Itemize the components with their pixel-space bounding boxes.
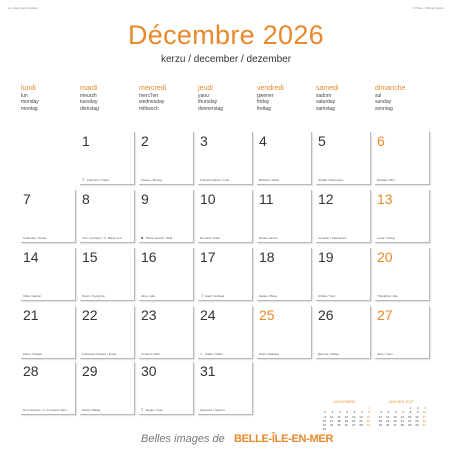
weekday-header-wednesday: [139, 85, 195, 112]
moon-phase-icon: ●: [141, 235, 144, 240]
day-number: 8: [82, 191, 90, 207]
saint-name: Roger / Tual: [146, 408, 163, 412]
day-cell: [375, 306, 430, 359]
day-cell: [316, 132, 371, 185]
mini-calendar-day: 28: [359, 423, 363, 428]
moon-phase-icon: ☾: [141, 407, 145, 412]
saint-name: Imm. Concept. / C. Marie en b.: [82, 236, 123, 240]
day-number: 4: [259, 133, 267, 149]
mini-calendar-day: 25: [337, 423, 341, 428]
day-number: 22: [82, 307, 98, 323]
saint-name: Ambroise / Juvien: [23, 236, 47, 240]
day-cell: [139, 190, 194, 243]
weekday-label-fr: samedi: [316, 85, 339, 92]
day-number: 20: [377, 249, 393, 265]
day-cell: [80, 190, 135, 243]
day-cell: [375, 248, 430, 301]
day-number: 7: [23, 191, 31, 207]
day-cell: [139, 306, 194, 359]
month-subtitle: kerzu / december / dezember: [160, 54, 292, 65]
saint-name: Barbara / Melle: [259, 178, 280, 182]
weekday-label-fr: mercredi: [139, 85, 167, 92]
top-left-credit: Le phare des Poulains: [8, 6, 38, 10]
day-number: 13: [377, 191, 393, 207]
saint-name: Pierre / Ezaelt: [23, 352, 42, 356]
day-number: 30: [141, 363, 157, 379]
mini-calendar-day: 24: [329, 423, 334, 428]
day-cell: [80, 362, 135, 415]
day-number: 24: [200, 307, 216, 323]
weekday-label-br: sadorn: [316, 93, 332, 99]
day-cell: [80, 132, 135, 185]
weekday-header-friday: [257, 85, 313, 112]
day-cell: [198, 362, 253, 415]
day-cell: [198, 132, 253, 185]
weekday-label-de: montag: [21, 105, 38, 112]
day-cell: [198, 248, 253, 301]
mini-calendar-day: 23: [415, 418, 419, 423]
weekday-label-en: monday: [21, 99, 39, 106]
mini-calendar-day: 2: [324, 410, 326, 415]
day-cell: [257, 306, 312, 359]
day-cell: [21, 190, 76, 243]
day-number: 25: [259, 307, 275, 323]
mini-calendar-day: 7: [360, 410, 363, 415]
weekday-label-br: meurzh: [80, 93, 97, 99]
moon-phase-icon: ☽: [200, 293, 204, 298]
saint-name: Adèle / Adela: [205, 352, 223, 356]
month-title: Décembre 2026: [127, 20, 324, 50]
saint-name: François-Xavier / Ivon: [200, 178, 230, 182]
day-number: 29: [82, 363, 98, 379]
day-number: 18: [259, 249, 275, 265]
saint-name: Florence / Tudal: [87, 178, 109, 182]
mini-calendar-day: 27: [393, 423, 397, 428]
weekday-label-br: merc'her: [139, 93, 159, 99]
mini-calendar-day: 6: [394, 410, 397, 415]
saint-name: David / Madig: [82, 408, 101, 412]
day-cell: [257, 132, 312, 185]
weekday-label-en: saturday: [316, 99, 336, 106]
mini-calendar-day: 5: [346, 410, 348, 415]
saint-name: Gérald / Marventec: [318, 178, 344, 182]
day-number: 11: [259, 191, 274, 207]
mini-calendar-day: 16: [322, 418, 326, 423]
mini-calendar-day: 4: [380, 410, 382, 415]
weekday-label-de: donnerstag: [198, 105, 224, 112]
day-number: 27: [377, 307, 393, 323]
mini-calendar-day: 7: [402, 410, 404, 415]
footer-brand-logo: BELLE-ÎLE-EN-MER: [234, 433, 334, 445]
mini-calendar-day: 17: [329, 418, 334, 423]
weekday-label-en: friday: [257, 99, 270, 106]
day-number: 26: [318, 307, 334, 323]
weekday-header-tuesday: [80, 85, 136, 112]
mini-calendar-day: 9: [324, 414, 326, 419]
mini-calendar-day: [327, 427, 333, 431]
mini-calendar-day: 23: [322, 423, 326, 428]
weekday-header-monday: [21, 85, 77, 112]
day-number: 15: [82, 249, 98, 265]
saint-name: Daniel / Envel: [259, 236, 278, 240]
weekday-label-br: yaou: [198, 93, 209, 99]
mini-calendar-grid: [320, 406, 370, 432]
weekday-label-fr: vendredi: [257, 85, 284, 92]
mini-calendar-day: 29: [407, 423, 412, 428]
mini-calendar-day: 19: [385, 418, 390, 423]
day-number: 28: [23, 363, 39, 379]
mini-calendar-day: [357, 427, 363, 431]
mini-calendar-day: 18: [378, 418, 382, 423]
mini-calendar-day: 15: [407, 414, 412, 419]
day-cell: [139, 132, 194, 185]
saint-name: Nicolas / Riol: [377, 178, 395, 182]
day-number: 21: [23, 307, 39, 323]
saint-name: Noël / Nedeleg: [259, 352, 279, 356]
saint-name: Alice / Alia: [141, 294, 155, 298]
mini-calendar-day: 20: [351, 418, 356, 423]
mini-calendar-day: 30: [415, 423, 419, 428]
weekday-label-de: mittwoch: [139, 105, 159, 112]
mini-calendar-day: 16: [415, 414, 419, 419]
mini-calendar-day: 8: [409, 410, 412, 415]
day-number: 1: [82, 133, 90, 149]
mini-calendar-day: [349, 427, 355, 431]
saint-name: Gaël / Jenkael: [205, 294, 225, 298]
day-cell: [21, 362, 76, 415]
top-right-credit: © Photo : Michel Guérin: [412, 6, 444, 10]
mini-calendar-day: 31: [422, 423, 426, 428]
weekday-label-en: thursday: [198, 99, 218, 106]
saint-name: Viviane / Eozeg: [141, 178, 162, 182]
mini-calendar-day: 11: [337, 414, 341, 419]
day-cell: [257, 248, 312, 301]
mini-calendar-day: 6: [353, 410, 356, 415]
saint-name: Françoise-Xavière / Envel: [82, 352, 117, 356]
mini-calendar-day: 22: [366, 418, 370, 423]
weekday-label-fr: dimanche: [375, 85, 406, 92]
mini-calendar-week: [320, 427, 370, 431]
mini-calendar-week: [376, 423, 426, 427]
day-cell: [21, 306, 76, 359]
weekday-label-en: sunday: [375, 99, 392, 106]
mini-calendar-day: 3: [331, 410, 334, 415]
saint-name: Pierre Fourier / Bud: [146, 236, 173, 240]
saint-name: Ninon / Kuzig Ilia: [82, 294, 105, 298]
weekday-label-de: dienstag: [80, 105, 99, 112]
mini-calendar-title: JANVIER 2027: [388, 400, 414, 404]
mini-calendar-day: [342, 427, 348, 431]
day-cell: [375, 190, 430, 243]
saint-name: Étienne / Stefan: [318, 352, 340, 356]
mini-calendar-day: 14: [400, 414, 404, 419]
weekday-label-de: sonntag: [375, 105, 393, 112]
day-number: 31: [200, 363, 216, 379]
saint-name: Corentin / Kaouenten: [318, 236, 347, 240]
mini-calendar-day: 25: [378, 423, 382, 428]
mini-calendar-day: 5: [387, 410, 390, 415]
mini-calendar-day: 13: [351, 414, 356, 419]
saint-name: Gatien / Brag: [259, 294, 277, 298]
day-number: 12: [318, 191, 334, 207]
mini-calendar-day: 30: [322, 427, 326, 432]
weekday-header-saturday: [316, 85, 372, 112]
day-cell: [21, 248, 76, 301]
mini-calendar-day: 24: [422, 418, 426, 423]
mini-calendar-day: 10: [422, 410, 426, 415]
saint-name: Lucie / Juztig: [377, 236, 395, 240]
saint-name: Armand / Ehm: [141, 352, 161, 356]
weekday-label-de: freitag: [257, 105, 271, 112]
day-cell: [80, 248, 135, 301]
day-cell: [198, 190, 253, 243]
mini-calendar-title: NOVEMBRE: [334, 400, 356, 404]
mini-calendar-day: 22: [407, 418, 412, 423]
weekday-label-br: sul: [375, 93, 382, 99]
mini-calendar: [376, 400, 426, 427]
day-number: 19: [318, 249, 334, 265]
day-number: 3: [200, 133, 208, 149]
mini-calendar-day: 18: [337, 418, 341, 423]
saint-name: Urbain / Youl: [318, 294, 336, 298]
weekday-label-de: samstag: [316, 105, 335, 112]
weekday-label-br: gwener: [257, 93, 274, 99]
saint-name: Ss Innocents / C. Innocents Sant: [23, 408, 67, 412]
mini-calendar-day: 2: [416, 406, 419, 410]
mini-calendar: [320, 400, 370, 432]
footer-text: Belles images de: [141, 433, 225, 445]
day-number: 2: [141, 133, 149, 149]
moon-phase-icon: ○: [200, 351, 203, 356]
mini-calendar-day: 26: [385, 423, 390, 428]
mini-calendar-day: [364, 427, 370, 431]
mini-calendar-day: 8: [368, 410, 370, 415]
mini-calendar-day: 12: [385, 414, 390, 419]
day-cell: [139, 248, 194, 301]
mini-calendar-day: 28: [400, 423, 404, 428]
day-cell: [316, 306, 371, 359]
mini-calendar-day: 14: [359, 414, 363, 419]
day-number: 10: [200, 191, 216, 207]
saint-name: Théophile / Alla: [377, 294, 398, 298]
day-cell: [139, 362, 194, 415]
day-number: 17: [200, 249, 216, 265]
mini-calendar-day: 11: [378, 414, 382, 419]
mini-calendar-day: 17: [422, 414, 426, 419]
mini-calendar-day: 1: [409, 406, 412, 410]
saint-name: Odile / Eginer: [23, 294, 42, 298]
weekday-label-br: lun: [21, 93, 28, 99]
saint-name: Jean / Yann: [377, 352, 393, 356]
day-cell: [375, 132, 430, 185]
mini-calendar-day: 19: [344, 418, 348, 423]
mini-calendar-day: 21: [400, 418, 404, 423]
mini-calendar-day: 21: [359, 418, 363, 423]
mini-calendar-day: 15: [366, 414, 370, 419]
day-number: 9: [141, 191, 149, 207]
day-number: 14: [23, 249, 39, 265]
day-number: 16: [141, 249, 157, 265]
mini-calendar-day: 4: [338, 410, 341, 415]
mini-calendar-day: [335, 427, 341, 431]
mini-calendar-day: 27: [351, 423, 356, 428]
weekday-header-thursday: [198, 85, 254, 112]
day-cell: [198, 306, 253, 359]
mini-calendar-day: 13: [393, 414, 397, 419]
mini-calendar-day: 20: [393, 418, 397, 423]
moon-phase-icon: ☾: [82, 177, 86, 182]
weekday-label-en: wednesday: [139, 99, 165, 106]
day-cell: [316, 248, 371, 301]
day-number: 23: [141, 307, 157, 323]
mini-calendar-grid: [376, 406, 426, 427]
day-number: 6: [377, 133, 385, 149]
mini-calendar-day: 12: [344, 414, 348, 419]
day-cell: [316, 190, 371, 243]
mini-calendar-day: 9: [416, 410, 419, 415]
weekday-label-fr: lundi: [21, 85, 36, 92]
day-cell: [80, 306, 135, 359]
day-cell: [257, 190, 312, 243]
weekday-header-sunday: [375, 85, 431, 112]
mini-calendar-day: 10: [329, 414, 334, 419]
weekday-label-fr: jeudi: [198, 85, 213, 92]
mini-calendar-day: 1: [368, 406, 370, 410]
saint-name: Sylvestre / Selvest: [200, 408, 225, 412]
mini-calendar-day: 26: [344, 423, 348, 428]
weekday-label-en: tuesday: [80, 99, 98, 106]
saint-name: Romaric / Kadi: [200, 236, 220, 240]
mini-calendar-day: 3: [424, 406, 426, 410]
day-number: 5: [318, 133, 326, 149]
mini-calendar-day: 29: [366, 423, 370, 428]
weekday-label-fr: mardi: [80, 85, 98, 92]
